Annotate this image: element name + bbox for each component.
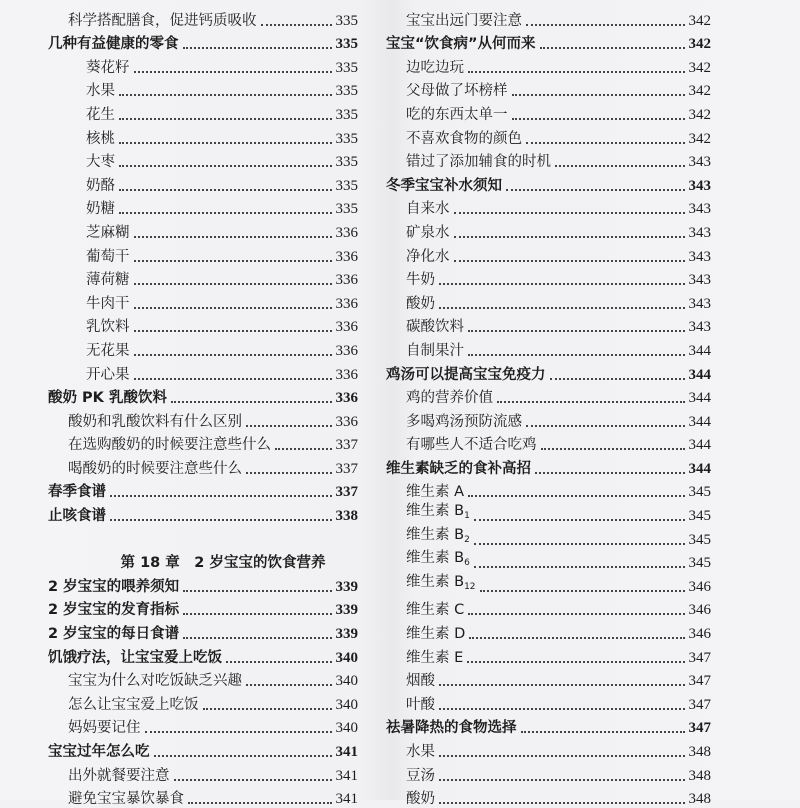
- page-number: 347: [688, 696, 711, 713]
- page-number: 345: [688, 555, 711, 572]
- toc-subentry: [386, 195, 711, 219]
- dot-leader: [119, 189, 332, 191]
- entry-title: 不喜欢食物的颜色: [406, 130, 522, 147]
- toc-subentry: [386, 77, 711, 101]
- entry-title: 吃的东西太单一: [406, 106, 508, 123]
- toc-subentry: [48, 266, 358, 290]
- dot-leader: [183, 47, 332, 49]
- page-number: 342: [688, 106, 711, 123]
- toc-subentry: [48, 336, 358, 360]
- chapter-heading: [48, 549, 358, 573]
- dot-leader: [468, 71, 685, 73]
- dot-leader: [246, 425, 332, 427]
- dot-leader: [119, 94, 332, 96]
- toc-subentry: [48, 667, 358, 691]
- page-number: 343: [688, 248, 711, 265]
- dot-leader: [468, 354, 685, 356]
- page-number: 335: [335, 201, 358, 218]
- dot-leader: [555, 165, 685, 167]
- dot-leader: [226, 661, 332, 663]
- toc-section-entry: [48, 572, 358, 596]
- toc-subentry: [386, 431, 711, 455]
- entry-title: 怎么让宝宝爱上吃饭: [68, 696, 199, 713]
- dot-leader: [468, 330, 685, 332]
- dot-leader: [512, 118, 685, 120]
- page-number: 335: [335, 106, 358, 123]
- toc-section-entry: [48, 596, 358, 620]
- page-number: 339: [335, 578, 358, 595]
- dot-leader: [439, 802, 685, 804]
- entry-title: 在选购酸奶的时候要注意些什么: [68, 437, 271, 454]
- page-number: 335: [335, 59, 358, 76]
- entry-title: 酸奶 PK 乳酸饮料: [48, 390, 167, 407]
- page-number: 335: [335, 177, 358, 194]
- dot-leader: [526, 142, 685, 144]
- page-number: 343: [688, 319, 711, 336]
- dot-leader: [439, 779, 685, 781]
- entry-title: 多喝鸡汤预防流感: [406, 413, 522, 430]
- entry-title: 妈妈要记住: [68, 720, 141, 737]
- page-number: 346: [688, 578, 711, 595]
- entry-title: 水果: [406, 744, 435, 760]
- page-number: 337: [335, 484, 358, 501]
- page-number: 339: [335, 626, 358, 643]
- page-number: 335: [335, 130, 358, 147]
- toc-subentry: [48, 313, 358, 337]
- toc-subentry: [48, 148, 358, 172]
- dot-leader: [174, 779, 332, 781]
- page-number: 343: [688, 272, 711, 289]
- toc-section-entry: [386, 171, 711, 195]
- toc-section-entry: [48, 478, 358, 502]
- toc-subentry: [48, 100, 358, 124]
- page-number: 335: [335, 36, 358, 53]
- dot-leader: [526, 425, 685, 427]
- toc-subentry: [386, 478, 711, 502]
- page-number: 343: [688, 224, 711, 241]
- toc-subentry: [386, 572, 711, 596]
- entry-title: 芝麻糊: [86, 224, 130, 241]
- entry-title: 酸奶: [406, 791, 435, 808]
- toc-subentry: [386, 313, 711, 337]
- toc-subentry: [386, 761, 711, 785]
- toc-subentry: [386, 501, 711, 525]
- entry-title: 避免宝宝暴饮暴食: [68, 791, 184, 808]
- toc-section-entry: [48, 30, 358, 54]
- toc-subentry: [386, 289, 711, 313]
- toc-subentry: [386, 596, 711, 620]
- dot-leader: [183, 590, 331, 592]
- toc-section-entry: [48, 619, 358, 643]
- toc-subentry: [386, 619, 711, 643]
- page-number: 336: [335, 248, 358, 265]
- toc-column-left: [48, 6, 358, 808]
- entry-title: 碳酸饮料: [406, 319, 464, 336]
- entry-title: 出外就餐要注意: [68, 767, 170, 784]
- entry-subscript: 12: [464, 581, 476, 592]
- page-number: 345: [688, 531, 711, 548]
- entry-title: 葡萄干: [86, 248, 130, 265]
- page-number: 339: [335, 602, 358, 619]
- entry-title: 几种有益健康的零食: [48, 36, 179, 53]
- entry-title: 维生素 $B_6$: [406, 550, 470, 569]
- toc-spacer: [48, 525, 358, 549]
- toc-subentry: [386, 100, 711, 124]
- page-number: 341: [335, 767, 358, 784]
- entry-title: 薄荷糖: [86, 272, 130, 289]
- page-number: 346: [688, 626, 711, 643]
- dot-leader: [550, 378, 685, 380]
- entry-title: 维生素缺乏的食补高招: [386, 460, 531, 477]
- page-number: 344: [688, 460, 711, 477]
- entry-title: 葵花籽: [86, 59, 130, 76]
- dot-leader: [439, 307, 685, 309]
- page-number: 335: [335, 154, 358, 171]
- dot-leader: [275, 448, 332, 450]
- toc-subentry: [48, 124, 358, 148]
- entry-title: 维生素 A: [406, 484, 465, 501]
- entry-title: 净化水: [406, 248, 450, 265]
- toc-section-entry: [386, 714, 711, 738]
- dot-leader: [119, 142, 332, 144]
- toc-subentry: [48, 454, 358, 478]
- entry-title: 自制果汁: [406, 342, 464, 359]
- dot-leader: [497, 401, 685, 403]
- dot-leader: [467, 661, 684, 663]
- toc-subentry: [48, 714, 358, 738]
- page-number: 336: [335, 390, 358, 407]
- entry-title: 边吃边玩: [406, 59, 464, 76]
- page-number: 343: [688, 295, 711, 312]
- entry-subscript: 6: [464, 558, 470, 569]
- toc-subentry: [386, 53, 711, 77]
- toc-subentry: [386, 407, 711, 431]
- dot-leader: [439, 684, 685, 686]
- dot-leader: [506, 189, 685, 191]
- page-number: 348: [688, 744, 711, 760]
- entry-title: 维生素 $B_1$: [406, 503, 470, 522]
- toc-subentry: [386, 525, 711, 549]
- dot-leader: [469, 637, 684, 639]
- toc-subentry: [48, 171, 358, 195]
- toc-subentry: [386, 336, 711, 360]
- dot-leader: [119, 212, 332, 214]
- dot-leader: [246, 472, 332, 474]
- entry-title: 无花果: [86, 342, 130, 359]
- page-number: 343: [688, 154, 711, 171]
- entry-title: 宝宝为什么对吃饭缺乏兴趣: [68, 673, 242, 690]
- entry-title: 水果: [86, 83, 115, 100]
- toc-subentry: [386, 124, 711, 148]
- dot-leader: [261, 24, 332, 26]
- dot-leader: [454, 236, 685, 238]
- dot-leader: [134, 354, 332, 356]
- page-number: 336: [335, 366, 358, 383]
- toc-section-entry: [48, 643, 358, 667]
- page-number: 335: [335, 12, 358, 29]
- page-number: 344: [688, 437, 711, 454]
- page-number: 336: [335, 342, 358, 359]
- entry-title: 核桃: [86, 130, 115, 147]
- entry-title: 错过了添加辅食的时机: [406, 154, 551, 171]
- page-number: 336: [335, 224, 358, 241]
- entry-title: 祛暑降热的食物选择: [386, 720, 517, 737]
- page-number: 344: [688, 342, 711, 359]
- toc-subentry: [386, 549, 711, 573]
- dot-leader: [541, 448, 685, 450]
- entry-title: 维生素 D: [406, 626, 466, 643]
- toc-subentry: [48, 407, 358, 431]
- entry-title: 自来水: [406, 201, 450, 218]
- page-number: 340: [335, 673, 358, 690]
- entry-title: 2 岁宝宝的每日食谱: [48, 626, 180, 643]
- entry-title: 烟酸: [406, 673, 435, 690]
- entry-title: 冬季宝宝补水须知: [386, 177, 502, 194]
- dot-leader: [468, 495, 684, 497]
- dot-leader: [134, 307, 332, 309]
- dot-leader: [521, 731, 685, 733]
- page-number: 343: [688, 201, 711, 218]
- page-number: 340: [335, 720, 358, 737]
- toc-subentry: [48, 6, 358, 30]
- toc-subentry: [48, 53, 358, 77]
- entry-title: 2 岁宝宝的发育指标: [48, 602, 180, 619]
- entry-title: 春季食谱: [48, 484, 106, 501]
- entry-title: 鸡的营养价值: [406, 390, 493, 407]
- page-number: 341: [335, 791, 358, 808]
- entry-title: 开心果: [86, 366, 130, 383]
- page-number: 342: [688, 12, 711, 29]
- toc-subentry: [48, 242, 358, 266]
- page-number: 348: [688, 767, 711, 784]
- toc-subentry: [48, 77, 358, 101]
- toc-subentry: [386, 6, 711, 30]
- page-number: 344: [688, 366, 711, 383]
- entry-title: 鸡汤可以提高宝宝免疫力: [386, 366, 546, 383]
- page-number: 337: [335, 437, 358, 454]
- page-number: 347: [688, 673, 711, 690]
- toc-subentry: [386, 690, 711, 714]
- toc-subentry: [386, 737, 711, 761]
- entry-title: 维生素 $B_2$: [406, 526, 470, 545]
- toc-section-entry: [386, 454, 711, 478]
- page-number: 336: [335, 272, 358, 289]
- entry-title: 酸奶和乳酸饮料有什么区别: [68, 413, 242, 430]
- dot-leader: [468, 613, 684, 615]
- dot-leader: [134, 260, 332, 262]
- toc-subentry: [48, 690, 358, 714]
- entry-title: 豆汤: [406, 767, 435, 784]
- toc-subentry: [48, 289, 358, 313]
- dot-leader: [540, 47, 685, 49]
- entry-subscript: 2: [464, 534, 470, 545]
- page-number: 342: [688, 83, 711, 100]
- toc-subentry: [386, 148, 711, 172]
- dot-leader: [474, 543, 685, 545]
- page-number: 340: [335, 696, 358, 713]
- page-number: 345: [688, 484, 711, 501]
- toc-subentry: [48, 195, 358, 219]
- dot-leader: [203, 708, 332, 710]
- entry-title: 维生素 $B_{12}$: [406, 573, 476, 592]
- toc-section-entry: [48, 384, 358, 408]
- dot-leader: [474, 519, 685, 521]
- dot-leader: [134, 236, 332, 238]
- page-number: 343: [688, 177, 711, 194]
- entry-title: 有哪些人不适合吃鸡: [406, 437, 537, 454]
- entry-title: 止咳食谱: [48, 508, 106, 525]
- dot-leader: [439, 708, 685, 710]
- page-number: 342: [688, 59, 711, 76]
- entry-title: 宝宝过年怎么吃: [48, 744, 150, 760]
- dot-leader: [119, 118, 332, 120]
- page-number: 337: [335, 460, 358, 477]
- dot-leader: [183, 637, 331, 639]
- dot-leader: [145, 731, 332, 733]
- toc-subentry: [386, 384, 711, 408]
- dot-leader: [154, 755, 332, 757]
- entry-title: 维生素 C: [406, 602, 465, 619]
- dot-leader: [439, 283, 685, 285]
- toc-subentry: [386, 667, 711, 691]
- page-number: 346: [688, 602, 711, 619]
- dot-leader: [439, 755, 685, 757]
- entry-title: 奶糖: [86, 201, 115, 218]
- dot-leader: [183, 613, 331, 615]
- entry-title: 奶酪: [86, 177, 115, 194]
- dot-leader: [134, 378, 332, 380]
- page-number: 344: [688, 390, 711, 407]
- toc-subentry: [386, 643, 711, 667]
- page-number: 342: [688, 130, 711, 147]
- toc-section-entry: [386, 30, 711, 54]
- entry-title: 乳饮料: [86, 319, 130, 336]
- page-number: 347: [688, 649, 711, 666]
- toc-subentry: [386, 266, 711, 290]
- entry-title: 喝酸奶的时候要注意些什么: [68, 460, 242, 477]
- dot-leader: [119, 165, 332, 167]
- page-number: 348: [688, 791, 711, 808]
- entry-title: 宝宝出远门要注意: [406, 12, 522, 29]
- dot-leader: [512, 94, 685, 96]
- entry-title: 科学搭配膳食，促进钙质吸收: [68, 12, 257, 29]
- toc-subentry: [386, 785, 711, 808]
- dot-leader: [526, 24, 685, 26]
- dot-leader: [474, 566, 685, 568]
- page-number: 335: [335, 83, 358, 100]
- toc-section-entry: [48, 737, 358, 761]
- page-number: 336: [335, 295, 358, 312]
- page-number: 336: [335, 319, 358, 336]
- toc-subentry: [386, 218, 711, 242]
- entry-subscript: 1: [464, 511, 470, 522]
- page-number: 342: [688, 36, 711, 53]
- dot-leader: [134, 283, 332, 285]
- dot-leader: [454, 260, 685, 262]
- dot-leader: [480, 590, 685, 592]
- dot-leader: [110, 519, 332, 521]
- entry-title: 矿泉水: [406, 224, 450, 241]
- toc-subentry: [48, 785, 358, 808]
- entry-title: 牛肉干: [86, 295, 130, 312]
- dot-leader: [246, 684, 332, 686]
- entry-title: 2 岁宝宝的喂养须知: [48, 578, 180, 595]
- entry-title: 花生: [86, 106, 115, 123]
- entry-title: 叶酸: [406, 696, 435, 713]
- page-number: 341: [335, 744, 358, 760]
- toc-subentry: [48, 431, 358, 455]
- page-number: 347: [688, 720, 711, 737]
- entry-title: 酸奶: [406, 295, 435, 312]
- page-number: 345: [688, 508, 711, 525]
- dot-leader: [134, 330, 332, 332]
- entry-title: 饥饿疗法，让宝宝爱上吃饭: [48, 649, 222, 666]
- toc-subentry: [48, 218, 358, 242]
- toc-subentry: [386, 242, 711, 266]
- entry-title: 维生素 E: [406, 649, 464, 666]
- chapter-title: 第 18 章 2 岁宝宝的饮食营养: [120, 555, 326, 572]
- page-number: 336: [335, 413, 358, 430]
- page-number: 344: [688, 413, 711, 430]
- entry-title: 父母做了坏榜样: [406, 83, 508, 100]
- entry-title: 大枣: [86, 154, 115, 171]
- dot-leader: [110, 495, 332, 497]
- dot-leader: [535, 472, 685, 474]
- page-number: 340: [335, 649, 358, 666]
- entry-title: 牛奶: [406, 272, 435, 289]
- dot-leader: [171, 401, 332, 403]
- toc-column-right: [386, 6, 711, 808]
- toc-subentry: [48, 360, 358, 384]
- toc-section-entry: [386, 360, 711, 384]
- toc-section-entry: [48, 501, 358, 525]
- toc-subentry: [48, 761, 358, 785]
- page-number: 338: [335, 508, 358, 525]
- entry-title: 宝宝“饮食病”从何而来: [386, 36, 536, 53]
- dot-leader: [134, 71, 332, 73]
- dot-leader: [188, 802, 332, 804]
- dot-leader: [454, 212, 685, 214]
